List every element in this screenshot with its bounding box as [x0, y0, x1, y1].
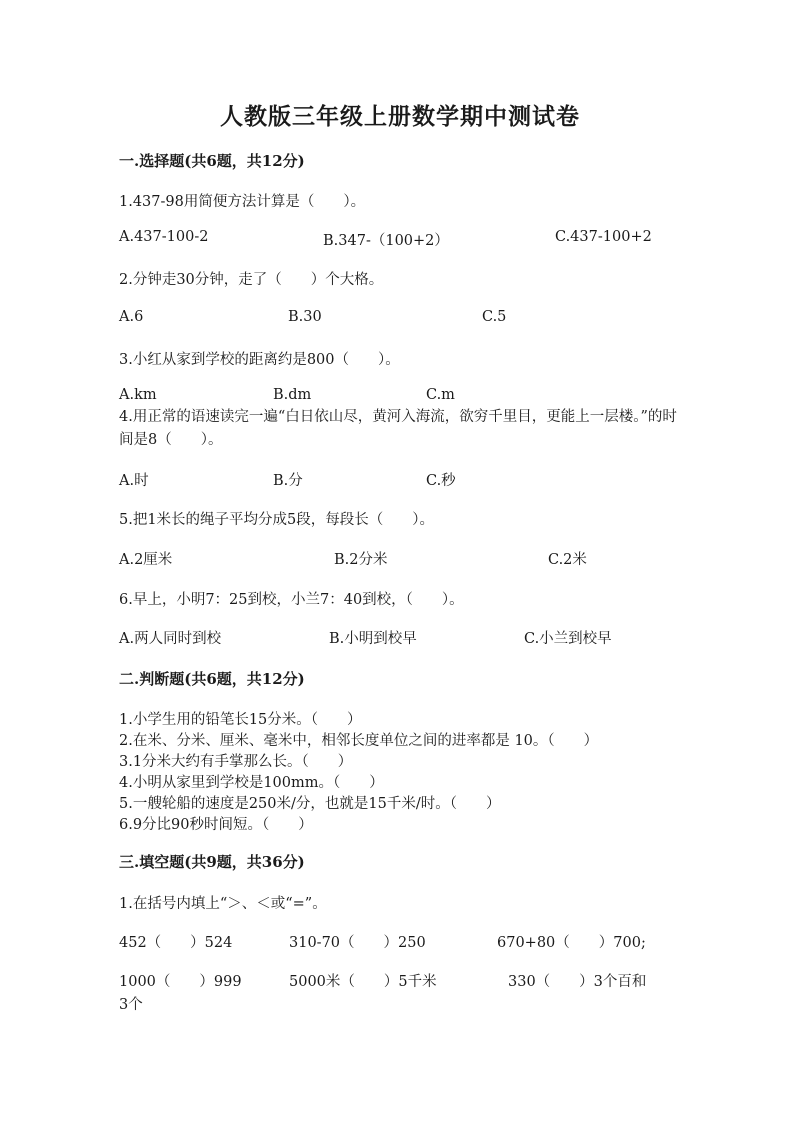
- option-a: A.6: [119, 309, 144, 325]
- option-b: B.分: [273, 473, 303, 489]
- option-c: C.437-100+2: [555, 229, 652, 245]
- comparison-item: 1000（ ）999: [119, 974, 242, 990]
- comparison-item-continued: 3个: [119, 997, 143, 1013]
- option-a: A.2厘米: [119, 552, 173, 568]
- option-a: A.时: [119, 473, 149, 489]
- judge-item: 1.小学生用的铅笔长15分米。（ ）: [119, 712, 362, 728]
- question-text: 2.分钟走30分钟，走了（ ）个大格。: [119, 272, 384, 288]
- option-c: C.小兰到校早: [524, 631, 612, 647]
- option-b: B.小明到校早: [329, 631, 417, 647]
- section-heading-fill: 三.填空题(共9题，共36分): [119, 853, 305, 871]
- question-text: 6.早上，小明7：25到校，小兰7：40到校，（ ）。: [119, 592, 464, 608]
- option-b: B.dm: [273, 387, 312, 403]
- option-c: C.5: [482, 309, 507, 325]
- comparison-item: 310-70（ ）250: [289, 935, 426, 951]
- judge-item: 2.在米、分米、厘米、毫米中，相邻长度单位之间的进率都是 10。（ ）: [119, 733, 599, 749]
- comparison-item: 5000米（ ）5千米: [289, 974, 437, 990]
- option-a: A.437-100-2: [119, 229, 209, 245]
- judge-item: 4.小明从家里到学校是100mm。（ ）: [119, 775, 384, 791]
- option-a: A.km: [119, 387, 157, 403]
- judge-item: 5.一艘轮船的速度是250米/分，也就是15千米/时。（ ）: [119, 796, 501, 812]
- option-b: B.347-（100+2）: [323, 233, 449, 249]
- question-text: 1.437-98用简便方法计算是（ ）。: [119, 194, 366, 210]
- judge-item: 6.9分比90秒时间短。（ ）: [119, 817, 313, 833]
- question-text: 3.小红从家到学校的距离约是800（ ）。: [119, 352, 400, 368]
- comparison-item: 670+80（ ）700;: [497, 935, 646, 951]
- option-b: B.2分米: [334, 552, 388, 568]
- option-b: B.30: [288, 309, 322, 325]
- judge-item: 3.1分米大约有手掌那么长。（ ）: [119, 754, 353, 770]
- comparison-item: 330（ ）3个百和: [508, 974, 647, 990]
- question-text: 5.把1米长的绳子平均分成5段，每段长（ ）。: [119, 512, 435, 528]
- question-text: 4.用正常的语速读完一遍“白日依山尽，黄河入海流，欲穷千里目，更能上一层楼。”的时间是8（ ）。: [119, 409, 677, 448]
- section-heading-judge: 二.判断题(共6题，共12分): [119, 670, 305, 688]
- section-heading-choice: 一.选择题(共6题，共12分): [119, 152, 305, 170]
- comparison-item: 452（ ）524: [119, 935, 233, 951]
- question-text: 1.在括号内填上“＞、＜或“=”。: [119, 896, 327, 912]
- option-a: A.两人同时到校: [119, 631, 222, 647]
- page-title: 人教版三年级上册数学期中测试卷: [220, 103, 580, 130]
- option-c: C.m: [426, 387, 455, 403]
- option-c: C.秒: [426, 473, 456, 489]
- option-c: C.2米: [548, 552, 587, 568]
